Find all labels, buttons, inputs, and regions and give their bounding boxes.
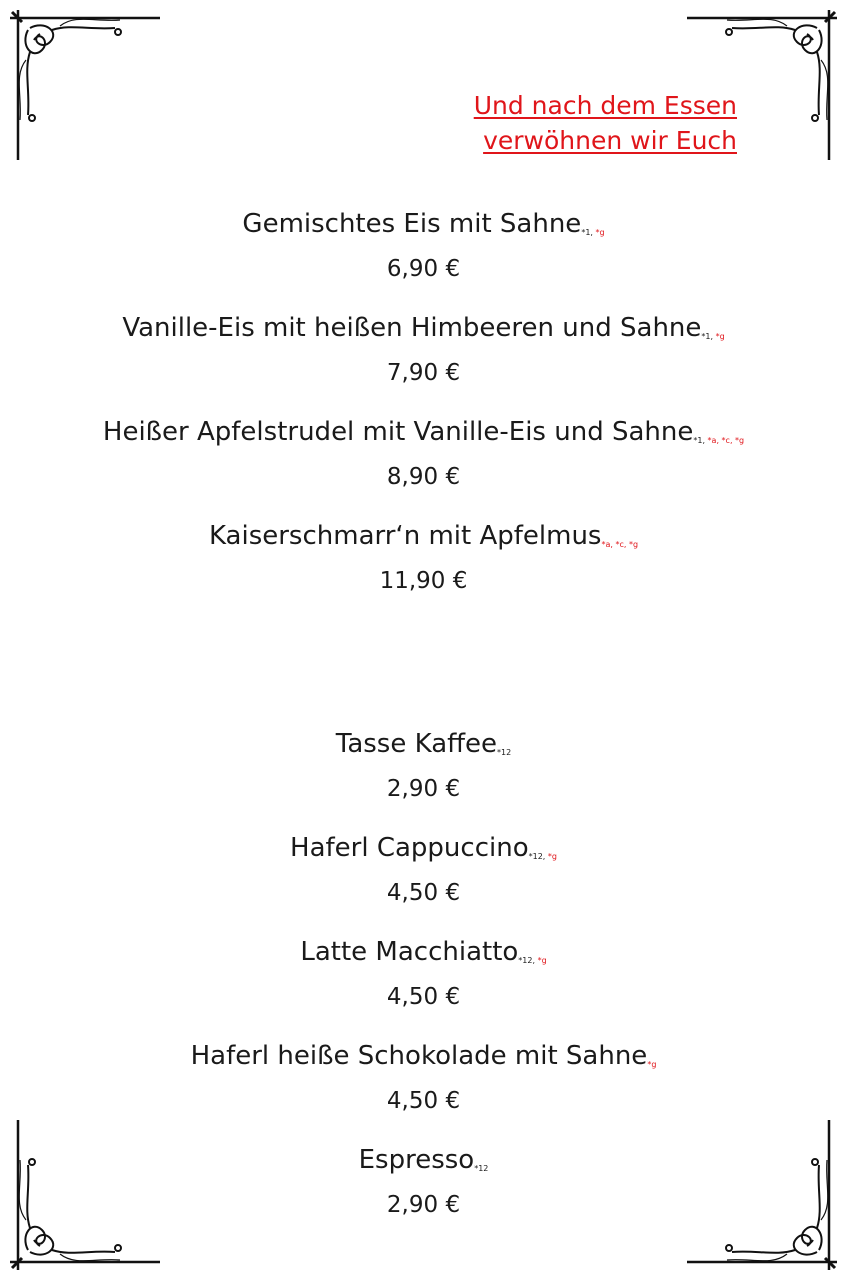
allergen-code: *12, (528, 852, 546, 861)
allergen-code-highlighted: *g (647, 1060, 657, 1069)
menu-item-name-line (0, 830, 847, 875)
drinks-section (0, 726, 847, 1246)
allergen-code-highlighted: *a, *c, *g (705, 436, 745, 445)
menu-heading (437, 88, 737, 158)
menu-item-price: 2,90 € (386, 776, 461, 802)
menu-item-drink (0, 934, 847, 1038)
desserts-section (0, 206, 847, 622)
allergen-code: *12, (518, 956, 536, 965)
ornamental-corner-top-left-icon (0, 0, 160, 160)
menu-item-price: 4,50 € (386, 1088, 461, 1114)
menu-item-name-line (0, 310, 847, 355)
menu-item-dessert (0, 414, 847, 518)
allergen-code-highlighted: *g (592, 228, 605, 237)
menu-item-price: 11,90 € (379, 568, 468, 594)
menu-item-drink (0, 1038, 847, 1142)
allergen-code-highlighted: *a, *c, *g (601, 540, 639, 549)
allergen-code: *1, (693, 436, 706, 445)
menu-heading-line-1: Und nach dem Essen (473, 91, 737, 120)
menu-item-drink (0, 1142, 847, 1246)
menu-item-dessert (0, 518, 847, 622)
menu-item-name: Vanille-Eis mit heißen Himbeeren und Sahne (122, 313, 702, 343)
menu-item-name-line (0, 1142, 847, 1187)
allergen-code: *1, (581, 228, 593, 237)
menu-item-price: 4,50 € (386, 984, 461, 1010)
menu-item-name-line (0, 518, 847, 563)
menu-item-price: 7,90 € (386, 360, 461, 386)
menu-item-name-line (0, 934, 847, 979)
allergen-code: *12 (474, 1164, 489, 1173)
menu-item-name: Heißer Apfelstrudel mit Vanille-Eis und Sahne (102, 417, 694, 447)
menu-item-name-line (0, 414, 847, 459)
allergen-code: *12 (497, 748, 512, 757)
menu-item-name: Latte Macchiatto (300, 937, 519, 967)
menu-item-drink (0, 830, 847, 934)
menu-item-dessert (0, 310, 847, 414)
menu-item-price: 8,90 € (386, 464, 461, 490)
menu-item-price: 6,90 € (386, 256, 461, 282)
menu-item-name-line (0, 1038, 847, 1083)
menu-item-name-line (0, 726, 847, 771)
allergen-code-highlighted: *g (535, 956, 547, 965)
menu-item-name: Gemischtes Eis mit Sahne (242, 209, 582, 239)
menu-item-name: Haferl Cappuccino (290, 833, 529, 863)
menu-heading-line-2: verwöhnen wir Euch (483, 126, 737, 155)
menu-item-name: Tasse Kaffee (335, 729, 498, 759)
menu-item-dessert (0, 206, 847, 310)
allergen-code-highlighted: *g (713, 332, 725, 341)
menu-item-drink (0, 726, 847, 830)
menu-item-name-line (0, 206, 847, 251)
menu-item-name: Haferl heiße Schokolade mit Sahne (190, 1041, 648, 1071)
allergen-code: *1, (701, 332, 714, 341)
menu-item-name: Espresso (358, 1145, 475, 1175)
menu-item-price: 2,90 € (386, 1192, 461, 1218)
allergen-code-highlighted: *g (545, 852, 557, 861)
menu-item-price: 4,50 € (386, 880, 461, 906)
menu-item-name: Kaiserschmarr‘n mit Apfelmus (208, 521, 602, 551)
